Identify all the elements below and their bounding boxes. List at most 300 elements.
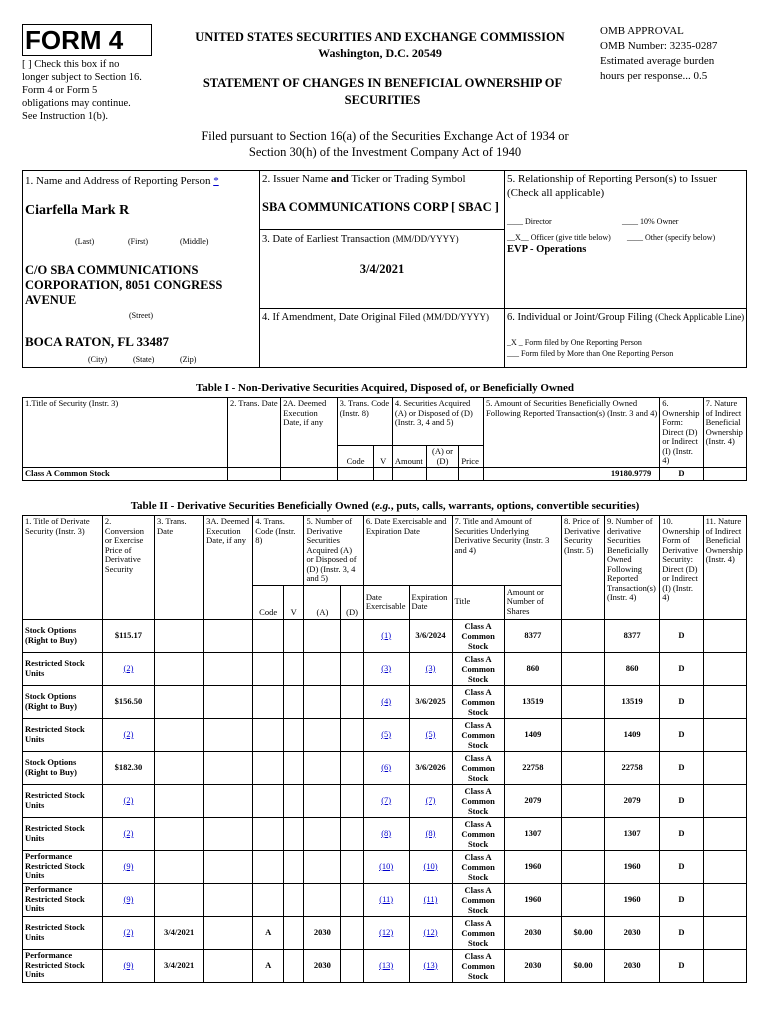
t2-cell-p8: $0.00: [562, 916, 605, 949]
t2-cell-price: [102, 916, 154, 949]
t2-cell-f10: D: [660, 751, 703, 784]
t2-cell-p8: [562, 718, 605, 751]
t2-v: V: [284, 585, 304, 619]
t2-cell-exp: [409, 883, 452, 916]
t2-cell-f10: D: [660, 718, 703, 751]
t2-cell-amt: 2030: [504, 916, 561, 949]
other-option[interactable]: ____ Other (specify below): [627, 233, 716, 242]
t2-cell-n11: [703, 817, 746, 850]
t2-cell-a: [304, 751, 341, 784]
t2-cell-exp: [409, 916, 452, 949]
t2-cell-code: [253, 619, 284, 652]
t2-cell-code: [253, 751, 284, 784]
t2-cell-deemed: [204, 751, 253, 784]
t1-v: V: [374, 446, 392, 468]
t2-cell-p8: [562, 652, 605, 685]
t2-cell-a: [304, 883, 341, 916]
footnote-link[interactable]: (8): [381, 827, 392, 838]
t2-cell-price: $156.50: [102, 685, 154, 718]
t2-cell-price: [102, 817, 154, 850]
footnote-link[interactable]: (2): [123, 926, 134, 937]
t2-cell-n11: [703, 784, 746, 817]
t2-cell-p8: [562, 883, 605, 916]
t1-row-nature: [703, 468, 746, 481]
t2-cell-date: [155, 652, 204, 685]
statement-title: STATEMENT OF CHANGES IN BENEFICIAL OWNERSHIP OF SECURITIES: [202, 76, 563, 107]
t2-cell-a: 2030: [304, 916, 341, 949]
officer-option[interactable]: __X__ Officer (give title below): [507, 233, 611, 242]
t2-cell-date: [155, 817, 204, 850]
t2-cell-deemed: [204, 652, 253, 685]
t1-h4: 4. Securities Acquired (A) or Disposed of (D) (Instr. 3, 4 and 5): [392, 398, 483, 446]
t2-cell-exp: [409, 652, 452, 685]
footnote-link[interactable]: (3): [425, 662, 436, 673]
footnote-link[interactable]: (6): [381, 761, 392, 772]
t2-cell-n9: 22758: [605, 751, 660, 784]
footnote-link[interactable]: (7): [425, 794, 436, 805]
footnote-star-link[interactable]: *: [213, 175, 219, 187]
agency-city: Washington, D.C. 20549: [318, 46, 442, 60]
t2-cell-price: [102, 652, 154, 685]
t2-cell-date: 3/4/2021: [155, 916, 204, 949]
t1-row-owned: 19180.9779: [483, 468, 659, 481]
label-4-text: 4. If Amendment, Date Original Filed: [262, 312, 421, 323]
t1-h5: 5. Amount of Securities Beneficially Owned Following Reported Transaction(s) (Instr. 3 and 4): [483, 398, 659, 468]
t2-cell-code: [253, 652, 284, 685]
t1-h6: 6. Ownership Form: Direct (D) or Indirect (I) (Instr. 4): [660, 398, 703, 468]
first-label: (First): [128, 237, 148, 246]
t2-cell-d: [341, 784, 364, 817]
t2-cell-code: A: [253, 949, 284, 982]
t2-cell-amt: 8377: [504, 619, 561, 652]
footnote-link[interactable]: (2): [123, 662, 134, 673]
t2-cell-n9: 1960: [605, 883, 660, 916]
t2-cell-n9: 2079: [605, 784, 660, 817]
table-row: [23, 685, 747, 718]
t2-cell-deemed: [204, 949, 253, 982]
t2-cell-f10: D: [660, 619, 703, 652]
t2-cell-v: [284, 817, 304, 850]
omb-approval: OMB APPROVAL: [600, 25, 684, 37]
t2-cell-p8: [562, 685, 605, 718]
t2-cell-d: [341, 850, 364, 883]
label-2: [262, 173, 466, 185]
t2-cell-v: [284, 949, 304, 982]
footnote-link[interactable]: (13): [379, 959, 394, 970]
t2-cell-n9: 1409: [605, 718, 660, 751]
t2-amt: Amount or Number of Shares: [504, 585, 561, 619]
t2-cell-v: [284, 619, 304, 652]
street-label: (Street): [129, 311, 153, 320]
t2-cell-p8: [562, 817, 605, 850]
t1-row-code: [337, 468, 374, 481]
label-6-text: 6. Individual or Joint/Group Filing: [507, 312, 653, 323]
t2-cell-ttl: Class A Common Stock: [452, 949, 504, 982]
t2-cell-ttl: Class A Common Stock: [452, 718, 504, 751]
t2-cell-date: [155, 883, 204, 916]
t2-cell-p8: $0.00: [562, 949, 605, 982]
more-persons-option[interactable]: ___ Form filed by More than One Reporting Person: [507, 349, 674, 358]
table-1-title: Table I - Non-Derivative Securities Acquired, Disposed of, or Beneficially Owned: [195, 382, 575, 394]
t2-h9: 9. Number of derivative Securities Beneficially Owned Following Reported Transaction(s) (Instr. 4): [605, 516, 660, 620]
t2-h3: 3. Trans. Date: [155, 516, 204, 620]
t1-row-v: [374, 468, 392, 481]
t2-cell-price: $182.30: [102, 751, 154, 784]
footnote-link[interactable]: (2): [123, 794, 134, 805]
t2-cell-sec: Stock Options (Right to Buy): [23, 751, 103, 784]
t2-cell-price: [102, 784, 154, 817]
agency-name: UNITED STATES SECURITIES AND EXCHANGE COMMISSION: [195, 30, 565, 44]
t2-cell-f10: D: [660, 652, 703, 685]
t2-cell-code: A: [253, 916, 284, 949]
t2-cell-deemed: [204, 850, 253, 883]
omb-hours: hours per response... 0.5: [600, 70, 708, 82]
t2-cell-ttl: Class A Common Stock: [452, 751, 504, 784]
table-row: [23, 784, 747, 817]
filed-pursuant-2: Section 30(h) of the Investment Company Act of 1940: [248, 145, 522, 159]
city-label: (City): [88, 355, 108, 364]
t2-cell-sec: Restricted Stock Units: [23, 718, 103, 751]
t2-cell-f10: D: [660, 916, 703, 949]
table-row: [23, 619, 747, 652]
t2-cell-n9: 2030: [605, 916, 660, 949]
t2-cell-p8: [562, 850, 605, 883]
t2-cell-ttl: Class A Common Stock: [452, 685, 504, 718]
t2-cell-n11: [703, 652, 746, 685]
footnote-link[interactable]: (12): [379, 926, 394, 937]
director-option[interactable]: ____ Director: [507, 217, 552, 226]
footnote-link[interactable]: (9): [123, 860, 134, 871]
footnote-link[interactable]: (5): [425, 728, 436, 739]
t2-cell-n9: 8377: [605, 619, 660, 652]
t2-cell-d: [341, 652, 364, 685]
t2-h8: 8. Price of Derivative Security (Instr. 5): [562, 516, 605, 620]
t2-cell-exp: [409, 949, 452, 982]
t2-cell-price: [102, 883, 154, 916]
t2-cell-exp: [409, 817, 452, 850]
t2-exp: Expiration Date: [409, 585, 452, 619]
t2-cell-v: [284, 718, 304, 751]
footnote-link[interactable]: (10): [379, 860, 394, 871]
t2-cell-amt: 22758: [504, 751, 561, 784]
t2-cell-n9: 1960: [605, 850, 660, 883]
t2-cell-ttl: Class A Common Stock: [452, 652, 504, 685]
t2-code: Code: [253, 585, 284, 619]
t1-row-date: [227, 468, 280, 481]
footnote-link[interactable]: (5): [381, 728, 392, 739]
t2-cell-code: [253, 817, 284, 850]
t2-h4: 4. Trans. Code (Instr. 8): [253, 516, 304, 586]
reporting-address: C/O SBA COMMUNICATIONS CORPORATION, 8051 CONGRESS AVENUE: [25, 263, 223, 307]
t2-cell-ttl: Class A Common Stock: [452, 817, 504, 850]
t2-cell-deemed: [204, 685, 253, 718]
t2-cell-d: [341, 751, 364, 784]
t2-cell-amt: 1960: [504, 883, 561, 916]
t2-cell-deemed: [204, 883, 253, 916]
t2-h7: 7. Title and Amount of Securities Underlying Derivative Security (Instr. 3 and 4): [452, 516, 562, 586]
table-2-title-post: , puts, calls, warrants, options, convertible securities): [390, 500, 640, 512]
t2-cell-amt: 1960: [504, 850, 561, 883]
t2-cell-f10: D: [660, 817, 703, 850]
footnote-link[interactable]: (11): [423, 893, 438, 904]
footnote-link[interactable]: (8): [425, 827, 436, 838]
omb-box: [600, 24, 765, 84]
state-label: (State): [133, 355, 155, 364]
t1-amount: Amount: [392, 446, 426, 468]
t2-cell-a: [304, 718, 341, 751]
label-1: [25, 175, 219, 187]
t2-cell-p8: [562, 619, 605, 652]
t2-cell-n9: 1307: [605, 817, 660, 850]
t2-cell-date: [155, 784, 204, 817]
t2-cell-de: [363, 751, 409, 784]
t2-cell-code: [253, 784, 284, 817]
t2-h1: 1. Title of Derivate Security (Instr. 3): [23, 516, 103, 620]
t1-row-deemed: [281, 468, 337, 481]
label-4-sub: (MM/DD/YYYY): [422, 312, 489, 322]
t2-cell-a: [304, 784, 341, 817]
t1-h2: 2. Trans. Date: [227, 398, 280, 468]
footnote-link[interactable]: (13): [423, 959, 438, 970]
officer-title: EVP - Operations: [507, 244, 587, 255]
t1-aord: (A) or (D): [426, 446, 459, 468]
footnote-link[interactable]: (7): [381, 794, 392, 805]
t2-cell-a: [304, 652, 341, 685]
label-5: 5. Relationship of Reporting Person(s) to Issuer: [507, 173, 717, 185]
table-row: [23, 850, 747, 883]
form-title-box: [22, 24, 152, 56]
t2-cell-code: [253, 718, 284, 751]
earliest-date: 3/4/2021: [359, 262, 405, 276]
label-2-a: 2. Issuer Name: [262, 173, 332, 185]
t2-cell-a: [304, 619, 341, 652]
table-1: [22, 397, 747, 481]
t2-cell-sec: Restricted Stock Units: [23, 817, 103, 850]
t2-cell-amt: 2030: [504, 949, 561, 982]
t2-cell-n11: [703, 718, 746, 751]
reporting-city: BOCA RATON, FL 33487: [25, 334, 169, 349]
t2-cell-price: [102, 718, 154, 751]
t2-de: Date Exercisable: [363, 585, 409, 619]
t2-cell-code: [253, 685, 284, 718]
table-row: [23, 916, 747, 949]
t2-cell-price: [102, 850, 154, 883]
t2-ttl: Title: [452, 585, 504, 619]
t2-cell-code: [253, 850, 284, 883]
label-6-sub: (Check Applicable Line): [655, 312, 745, 322]
t2-cell-a: [304, 850, 341, 883]
table-row: [23, 883, 747, 916]
t2-cell-exp: 3/6/2026: [409, 751, 452, 784]
t2-cell-a: [304, 685, 341, 718]
t2-cell-d: [341, 916, 364, 949]
t2-cell-amt: 860: [504, 652, 561, 685]
footnote-link[interactable]: (2): [123, 827, 134, 838]
t2-cell-code: [253, 883, 284, 916]
issuer-name: SBA COMMUNICATIONS CORP [ SBAC ]: [262, 200, 499, 214]
t2-cell-de: [363, 883, 409, 916]
t2-cell-date: [155, 718, 204, 751]
t1-h7: 7. Nature of Indirect Beneficial Ownership (Instr. 4): [703, 398, 746, 468]
t2-cell-n9: 13519: [605, 685, 660, 718]
t2-d: (D): [341, 585, 364, 619]
label-3-sub: (MM/DD/YYYY): [392, 234, 459, 244]
t2-cell-date: 3/4/2021: [155, 949, 204, 982]
omb-number: OMB Number: 3235-0287: [600, 40, 718, 52]
t2-h3a: 3A. Deemed Execution Date, if any: [204, 516, 253, 620]
t1-h2a: 2A. Deemed Execution Date, if any: [281, 398, 337, 468]
t2-cell-d: [341, 883, 364, 916]
t2-cell-n11: [703, 850, 746, 883]
t2-h2: 2. Conversion or Exercise Price of Derivative Security: [102, 516, 154, 620]
label-6: [507, 312, 744, 323]
t2-cell-ttl: Class A Common Stock: [452, 883, 504, 916]
label-5-sub: (Check all applicable): [507, 187, 605, 199]
last-label: (Last): [75, 237, 95, 246]
table-2: [22, 515, 747, 983]
t2-cell-sec: Performance Restricted Stock Units: [23, 949, 103, 982]
filed-pursuant-1: Filed pursuant to Section 16(a) of the Securities Exchange Act of 1934 or: [201, 129, 569, 143]
t2-h5: 5. Number of Derivative Securities Acquired (A) or Disposed of (D) (Instr. 3, 4 and 5): [304, 516, 363, 586]
footnote-link[interactable]: (9): [123, 959, 134, 970]
t2-cell-v: [284, 916, 304, 949]
footnote-link[interactable]: (2): [123, 728, 134, 739]
t2-cell-f10: D: [660, 685, 703, 718]
t2-cell-de: [363, 619, 409, 652]
table-2-title-pre: Table II - Derivative Securities Beneficially Owned (: [130, 500, 376, 512]
t2-cell-d: [341, 685, 364, 718]
t2-cell-sec: Stock Options (Right to Buy): [23, 619, 103, 652]
t2-cell-v: [284, 784, 304, 817]
t1-row-amount: [392, 468, 426, 481]
table-row: [23, 949, 747, 982]
t2-cell-f10: D: [660, 883, 703, 916]
ten-percent-option[interactable]: ____ 10% Owner: [622, 217, 679, 226]
check-box-note[interactable]: [ ] Check this box if no longer subject to Section 16. Form 4 or Form 5 obligations may continue. See Instruction 1(b).: [22, 59, 142, 122]
t2-cell-exp: 3/6/2025: [409, 685, 452, 718]
t2-cell-v: [284, 883, 304, 916]
t2-cell-deemed: [204, 619, 253, 652]
t2-cell-de: [363, 652, 409, 685]
t1-row-aord: [426, 468, 459, 481]
one-person-option[interactable]: _X _ Form filed by One Reporting Person: [507, 338, 642, 347]
t2-cell-n11: [703, 949, 746, 982]
footnote-link[interactable]: (10): [423, 860, 438, 871]
t1-code: Code: [337, 446, 374, 468]
footnote-link[interactable]: (3): [381, 662, 392, 673]
t2-cell-v: [284, 652, 304, 685]
t2-cell-amt: 1409: [504, 718, 561, 751]
t2-cell-n9: 860: [605, 652, 660, 685]
t2-cell-date: [155, 619, 204, 652]
footnote-link[interactable]: (12): [423, 926, 438, 937]
label-2-c: Ticker or Trading Symbol: [348, 173, 466, 185]
label-4: [262, 312, 489, 323]
t2-cell-v: [284, 751, 304, 784]
t2-cell-deemed: [204, 817, 253, 850]
table-2-title: [0, 500, 770, 512]
footnote-link[interactable]: (11): [379, 893, 394, 904]
t2-cell-ttl: Class A Common Stock: [452, 850, 504, 883]
t1-row-title: Class A Common Stock: [23, 468, 228, 481]
t2-cell-p8: [562, 784, 605, 817]
table-row: [23, 718, 747, 751]
omb-burden: Estimated average burden: [600, 55, 715, 67]
t2-cell-deemed: [204, 784, 253, 817]
t2-a: (A): [304, 585, 341, 619]
zip-label: (Zip): [180, 355, 197, 364]
t2-cell-d: [341, 949, 364, 982]
t2-cell-n11: [703, 619, 746, 652]
table-row: [23, 468, 747, 481]
t2-cell-d: [341, 619, 364, 652]
t2-cell-amt: 2079: [504, 784, 561, 817]
t2-cell-a: [304, 817, 341, 850]
t2-h10: 10. Ownership Form of Derivative Security: Direct (D) or Indirect (I) (Instr. 4): [660, 516, 703, 620]
t2-cell-sec: Restricted Stock Units: [23, 916, 103, 949]
footnote-link[interactable]: (1): [381, 629, 392, 640]
t2-cell-date: [155, 685, 204, 718]
t2-h6: 6. Date Exercisable and Expiration Date: [363, 516, 452, 586]
t2-cell-amt: 1307: [504, 817, 561, 850]
t2-cell-f10: D: [660, 949, 703, 982]
middle-label: (Middle): [180, 237, 209, 246]
t2-cell-ttl: Class A Common Stock: [452, 916, 504, 949]
footnote-link[interactable]: (4): [381, 695, 392, 706]
form-title: FORM 4: [25, 25, 124, 55]
label-3-text: 3. Date of Earliest Transaction: [262, 234, 391, 245]
t2-cell-sec: Restricted Stock Units: [23, 652, 103, 685]
t2-cell-n9: 2030: [605, 949, 660, 982]
t2-cell-date: [155, 850, 204, 883]
t2-cell-n11: [703, 883, 746, 916]
t2-cell-d: [341, 817, 364, 850]
t2-cell-exp: 3/6/2024: [409, 619, 452, 652]
t2-cell-v: [284, 850, 304, 883]
label-1-text: 1. Name and Address of Reporting Person: [25, 175, 211, 187]
t2-cell-n11: [703, 751, 746, 784]
t2-cell-f10: D: [660, 784, 703, 817]
t2-cell-deemed: [204, 718, 253, 751]
table-row: [23, 751, 747, 784]
t2-cell-price: $115.17: [102, 619, 154, 652]
table-2-title-eg: e.g.: [375, 500, 391, 512]
t2-cell-exp: [409, 850, 452, 883]
t2-cell-sec: Restricted Stock Units: [23, 784, 103, 817]
t1-h1: 1.Title of Security (Instr. 3): [23, 398, 228, 468]
t2-cell-exp: [409, 718, 452, 751]
t2-cell-amt: 13519: [504, 685, 561, 718]
t2-cell-d: [341, 718, 364, 751]
t2-cell-ttl: Class A Common Stock: [452, 619, 504, 652]
table-row: [23, 817, 747, 850]
t2-cell-f10: D: [660, 850, 703, 883]
t2-cell-ttl: Class A Common Stock: [452, 784, 504, 817]
t1-row-price: [459, 468, 484, 481]
t2-cell-p8: [562, 751, 605, 784]
t2-cell-de: [363, 850, 409, 883]
t2-cell-n11: [703, 685, 746, 718]
t1-h3: 3. Trans. Code (Instr. 8): [337, 398, 392, 446]
t2-cell-exp: [409, 784, 452, 817]
t2-cell-de: [363, 949, 409, 982]
t2-cell-sec: Performance Restricted Stock Units: [23, 850, 103, 883]
t2-cell-de: [363, 784, 409, 817]
t2-cell-deemed: [204, 916, 253, 949]
label-3: [262, 234, 459, 245]
footnote-link[interactable]: (9): [123, 893, 134, 904]
t2-cell-de: [363, 718, 409, 751]
